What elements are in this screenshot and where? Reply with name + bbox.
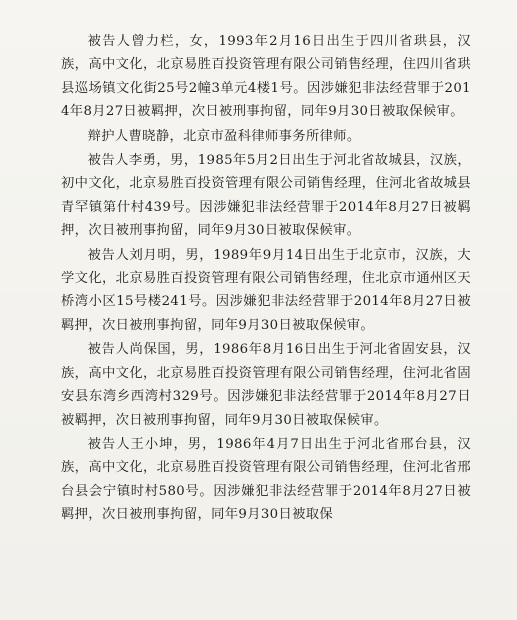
- defense-counsel-paragraph: 辩护人曹晓静，北京市盈科律师事务所律师。: [87, 128, 361, 144]
- defendant-paragraph-wang: 被告人王小坤，男，1986年4月7日出生于河北省邢台县，汉族，高中文化，北京易胜百投资管理有限公司销售经理，住河北省邢台县会宁镇时村580号。因涉嫌犯非法经营罪于2014年8月27日被羁押，次日被刑事拘留，同年9月30日被取保: [61, 436, 471, 523]
- defendant-paragraph-liu: 被告人刘月明，男，1989年9月14日出生于北京市，汉族，大学文化，北京易胜百投资管理有限公司销售经理，住北京市通州区天桥湾小区15号楼241号。因涉嫌犯非法经营罪于2014年8月27日被羁押，次日被刑事拘留，同年9月30日被取保候审。: [61, 247, 471, 333]
- defendant-paragraph-shang: 被告人尚保国，男，1986年8月16日出生于河北省固安县，汉族，高中文化，北京易胜百投资管理有限公司销售经理，住河北省固安县东湾乡西湾村329号。因涉嫌犯非法经营罪于2014年8月27日被羁押，次日被刑事拘留，同年9月30日被取保候审。: [61, 342, 471, 428]
- defendant-paragraph-zeng: 被告人曾力栏，女，1993年2月16日出生于四川省珙县，汉族，高中文化，北京易胜百投资管理有限公司销售经理，住四川省珙县巡场镇文化街25号2幢3单元4楼1号。因涉嫌犯非法经营罪于2014年8月27日被羁押，次日被刑事拘留，同年9月30日被取保候审。: [61, 34, 471, 120]
- defendant-paragraph-li: 被告人李勇，男，1985年5月2日出生于河北省故城县，汉族，初中文化，北京易胜百投资管理有限公司销售经理，住河北省故城县青罕镇第什村439号。因涉嫌犯非法经营罪于2014年8月27日被羁押，次日被刑事拘留，同年9月30日被取保候审。: [61, 153, 471, 239]
